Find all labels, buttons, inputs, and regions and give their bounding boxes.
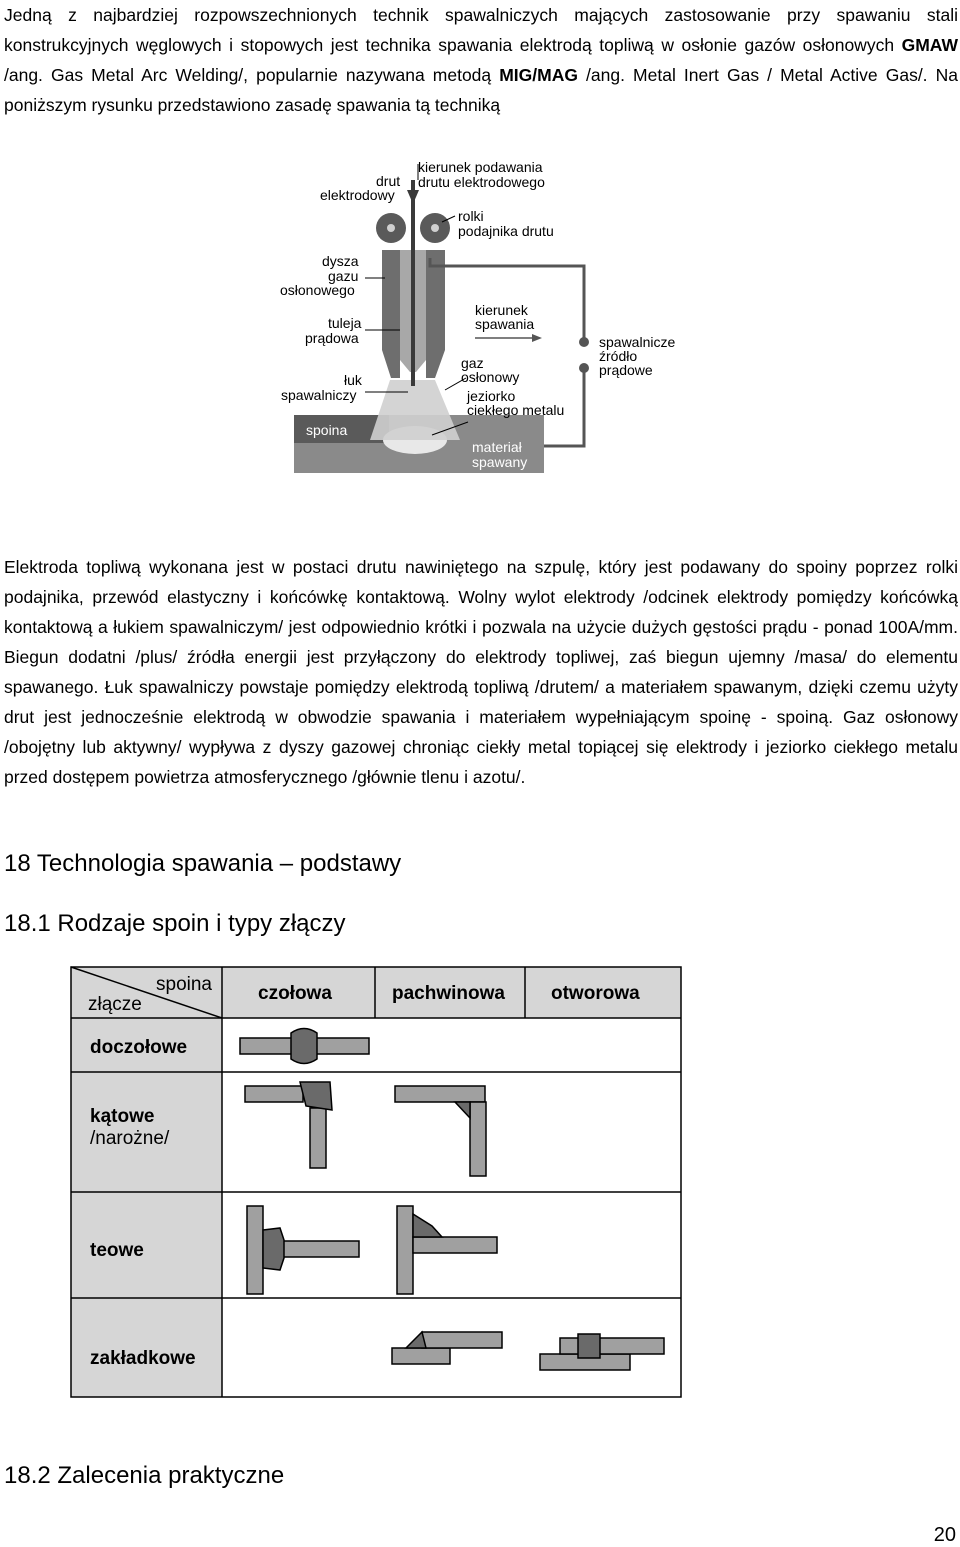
row-header-zakladkowe: zakładkowe: [90, 1348, 196, 1369]
label-dysza-2: gazu: [328, 268, 359, 284]
table-rowheader-bg: [71, 967, 222, 1397]
table-corner-spoina: spoina: [156, 974, 212, 995]
label-dysza-1: dysza: [322, 253, 359, 269]
feed-roller-left-hub: [387, 224, 395, 232]
label-kierunek-spawania-2: spawania: [475, 316, 535, 332]
row-header-doczolowe: doczołowe: [90, 1037, 188, 1058]
heading-18-2: 18.2 Zalecenia praktyczne: [4, 1462, 285, 1489]
label-kierunek-spawania-1: kierunek: [475, 302, 528, 318]
label-spoina: spoina: [306, 422, 348, 438]
weld-joint-table-svg: [70, 966, 682, 1398]
label-kierunek-podawania-2: drutu elektrodowego: [418, 174, 545, 190]
intro-text-1: Jedną z najbardziej rozpowszechnionych technik spawalniczych mających zastosowanie przy spawaniu stali konstrukcyjnych węglowych i stopowych jest technika spawania elektrodą topliwą w osłonie gazów osłonowych: [4, 5, 958, 55]
label-rolki-2: podajnika drutu: [458, 223, 554, 239]
lap-joint-fillet-weld-illustration: [392, 1332, 502, 1364]
gmaw-diagram: [270, 150, 700, 480]
row-header-katowe: kątowe: [90, 1106, 155, 1127]
label-rolki-1: rolki: [458, 208, 484, 224]
label-luk-1: łuk: [344, 372, 362, 388]
welding-direction-arrow-icon: [532, 334, 542, 342]
label-zrodlo-2: źródło: [599, 348, 638, 364]
label-jeziorko-2: ciekłego metalu: [467, 402, 565, 418]
label-zrodlo-3: prądowe: [599, 362, 653, 378]
feed-arrow-icon: [407, 190, 419, 204]
heading-18: 18 Technologia spawania – podstawy: [4, 850, 402, 877]
label-tuleja-2: prądowa: [305, 330, 359, 346]
label-gaz-2: osłonowy: [461, 369, 520, 385]
label-kierunek-podawania-1: kierunek podawania: [418, 159, 543, 175]
label-luk-2: spawalniczy: [281, 387, 357, 403]
row-header-teowe: teowe: [90, 1240, 144, 1261]
label-gaz-1: gaz: [461, 355, 484, 371]
label-zrodlo-1: spawalnicze: [599, 334, 676, 350]
description-paragraph: Elektroda topliwą wykonana jest w postaci drutu nawiniętego na szpulę, który jest podawany do spoiny poprzez rolki podajnika, przewód elastyczny i końcówkę kontaktową. Wolny wylot elektrody /odcinek elektrody pomiędzy końcówką kontaktową a łukiem spawalniczym/ jest odpowiednio krótki i pozwala na użycie dużych gęstości prądu - ponad 100A/mm. Biegun dodatni /plus/ źródła energii jest przyłączony do elektrody topliwej, zaś biegun ujemny /masa/ do elementu spawanego. Łuk spawalniczy powstaje pomiędzy elektrodą topliwą /drutem/ a materiałem spawanym, dzięki czemu użyty drut jest jednocześnie elektrodą w obwodzie spawania i materiałem wypełniającym spoinę - spoiną. Gaz osłonowy /obojętny lub aktywny/ wypływa z dyszy gazowej chroniąc ciekły metal topiącej się elektrody i jeziorko ciekłego metalu przed dostępem powietrza atmosferycznego /głównie tlenu i azotu/.: [4, 557, 958, 787]
ground-terminal: [579, 363, 589, 373]
column-header-pachwinowa: pachwinowa: [392, 983, 505, 1004]
corner-joint-butt-weld-illustration: [245, 1082, 332, 1168]
table-corner-zlacze: złącze: [88, 994, 142, 1015]
gmaw-diagram-svg: [270, 150, 700, 480]
lap-joint-plug-weld-illustration: [540, 1334, 664, 1370]
intro-text-2: /ang. Gas Metal Arc Welding/, popularnie nazywana metodą: [4, 65, 500, 85]
label-jeziorko-1: jeziorko: [467, 388, 516, 404]
intro-text-3: /ang. Metal Inert Gas / Metal Active Gas/. Na poniższym rysunku przedstawiono zasadę spawania tą techniką: [4, 65, 958, 115]
tee-joint-butt-weld-illustration: [247, 1206, 359, 1294]
column-header-czolowa: czołowa: [258, 983, 332, 1004]
label-material-1: materiał: [472, 439, 522, 455]
corner-joint-fillet-weld-illustration: [395, 1086, 486, 1176]
intro-bold-migmag: MIG/MAG: [499, 65, 578, 85]
intro-bold-gmaw: GMAW: [901, 35, 958, 55]
label-tuleja-1: tuleja: [328, 315, 362, 331]
label-elektrodowy: elektrodowy: [320, 187, 395, 203]
label-dysza-3: osłonowego: [280, 282, 355, 298]
column-header-otworowa: otworowa: [551, 983, 640, 1004]
positive-terminal: [579, 337, 589, 347]
label-material-2: spawany: [472, 454, 528, 470]
row-header-narozne: /narożne/: [90, 1128, 170, 1149]
weld-joint-table: [70, 966, 682, 1398]
tee-joint-fillet-weld-illustration: [397, 1206, 497, 1294]
label-drut: drut: [376, 173, 401, 189]
intro-paragraph: [4, 0, 958, 120]
heading-18-1: 18.1 Rodzaje spoin i typy złączy: [4, 910, 346, 937]
page-number: 20: [933, 1524, 956, 1546]
butt-joint-butt-weld-illustration: [240, 1029, 369, 1064]
feed-roller-right-hub: [431, 224, 439, 232]
